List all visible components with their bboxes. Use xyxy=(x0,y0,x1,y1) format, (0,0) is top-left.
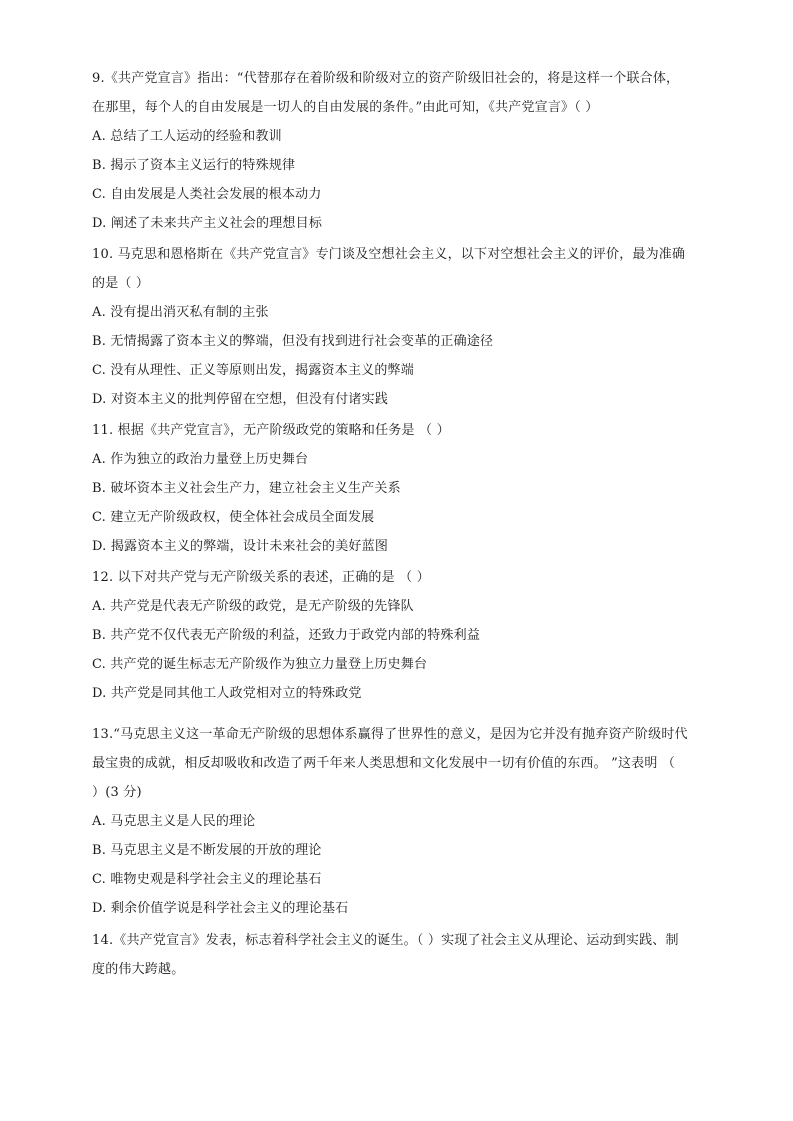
option-d: D. 剩余价值学说是科学社会主义的理论基石 xyxy=(92,901,349,916)
option-a: A. 没有提出消灭私有制的主张 xyxy=(92,305,269,320)
question-stem-line: 9.《共产党宣言》指出：“代替那存在着阶级和阶级对立的资产阶级旧社会的，将是这样一个联合体， xyxy=(92,71,680,86)
question-stem-line: 12. 以下对共产党与无产阶级关系的表述，正确的是 （ ） xyxy=(92,570,430,585)
question-stem-line: 的是（ ） xyxy=(92,276,150,291)
question-stem-line: 度的伟大跨越。 xyxy=(92,962,185,977)
option-b: B. 揭示了资本主义运行的特殊规律 xyxy=(92,158,296,173)
question-stem-line: 11. 根据《共产党宣言》，无产阶级政党的策略和任务是 （ ） xyxy=(92,423,450,438)
option-b: B. 无情揭露了资本主义的弊端，但没有找到进行社会变革的正确途径 xyxy=(92,334,494,349)
question-9 xyxy=(92,64,712,238)
option-a: A. 马克思主义是人民的理论 xyxy=(92,814,256,829)
question-stem-line: 14.《共产党宣言》发表，标志着科学社会主义的诞生。（ ）实现了社会主义从理论、运动到实践、制 xyxy=(92,933,679,948)
question-stem-line: 13.“马克思主义这一革命无产阶级的思想体系赢得了世界性的意义，是因为它并没有抛弃资产阶级时代 xyxy=(92,727,688,742)
option-a: A. 共产党是代表无产阶级的政党，是无产阶级的先锋队 xyxy=(92,599,414,614)
question-stem-line: ）(3 分) xyxy=(92,785,142,800)
option-a: A. 作为独立的政治力量登上历史舞台 xyxy=(92,452,309,467)
question-stem-line: 最宝贵的成就，相反却吸收和改造了两千年来人类思想和文化发展中一切有价值的东西。 ”这表明 （ xyxy=(92,756,676,771)
question-11 xyxy=(92,416,712,561)
question-10 xyxy=(92,240,712,414)
option-b: B. 破坏资本主义社会生产力，建立社会主义生产关系 xyxy=(92,481,401,496)
question-13 xyxy=(92,720,712,923)
option-c: C. 共产党的诞生标志无产阶级作为独立力量登上历史舞台 xyxy=(92,657,428,672)
option-c: C. 建立无产阶级政权，使全体社会成员全面发展 xyxy=(92,510,375,525)
option-c: C. 没有从理性、正义等原则出发，揭露资本主义的弊端 xyxy=(92,363,414,378)
question-14 xyxy=(92,926,712,984)
option-d: D. 共产党是同其他工人政党相对立的特殊政党 xyxy=(92,686,362,701)
option-c: C. 自由发展是人类社会发展的根本动力 xyxy=(92,187,322,202)
option-c: C. 唯物史观是科学社会主义的理论基石 xyxy=(92,872,322,887)
question-stem-line: 在那里，每个人的自由发展是一切人的自由发展的条件。”由此可知，《共产党宣言》（ ） xyxy=(92,100,599,115)
option-d: D. 揭露资本主义的弊端，设计未来社会的美好蓝图 xyxy=(92,539,389,554)
option-a: A. 总结了工人运动的经验和教训 xyxy=(92,129,282,144)
option-b: B. 共产党不仅代表无产阶级的利益，还致力于政党内部的特殊利益 xyxy=(92,628,481,643)
option-d: D. 阐述了未来共产主义社会的理想目标 xyxy=(92,216,323,231)
option-d: D. 对资本主义的批判停留在空想，但没有付诸实践 xyxy=(92,392,389,407)
option-b: B. 马克思主义是不断发展的开放的理论 xyxy=(92,843,322,858)
question-12 xyxy=(92,563,712,708)
question-stem-line: 10. 马克思和恩格斯在《共产党宣言》专门谈及空想社会主义，以下对空想社会主义的评价，最为准确 xyxy=(92,247,686,262)
